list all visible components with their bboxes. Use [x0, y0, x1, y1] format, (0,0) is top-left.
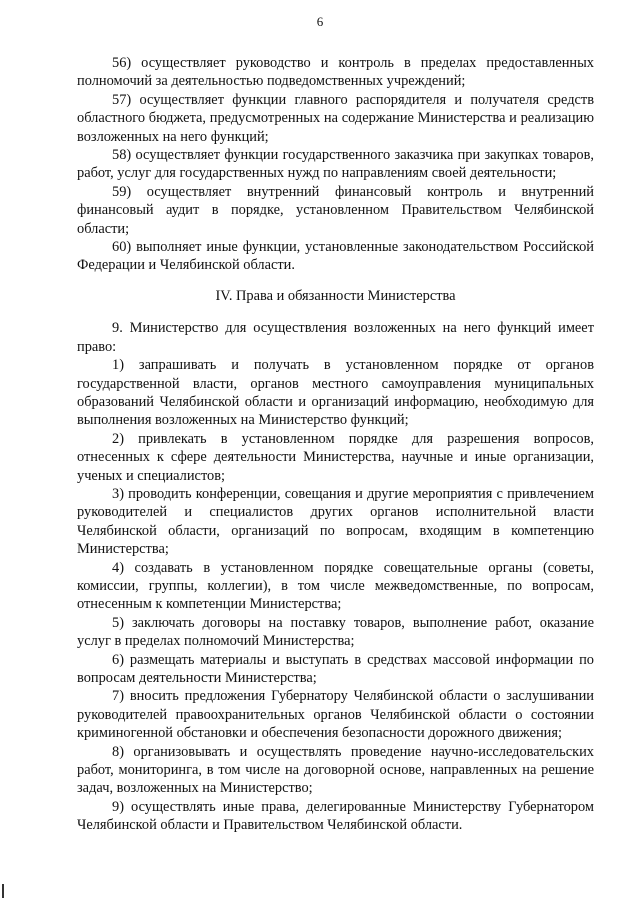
scan-edge-mark [2, 884, 4, 898]
rights-intro: 9. Министерство для осуществления возложенных на него функций имеет право: [77, 320, 594, 355]
right-item-5: 5) заключать договоры на поставку товаров, выполнение работ, оказание услуг в пределах полномочий Министерства; [77, 614, 594, 650]
right-item-4: 4) создавать в установленном порядке совещательные органы (советы, комиссии, группы, коллегии), в том числе межведомственные, по вопросам, отнесенным к компетенции Министерства; [77, 559, 594, 613]
right-item-8: 8) организовывать и осуществлять проведение научно-исследовательских работ, мониторинга, в том числе на договорной основе, направленных на решение задач, возложенных на Министерство; [77, 743, 594, 797]
document-body [77, 54, 594, 835]
right-item-2: 2) привлекать в установленном порядке для разрешения вопросов, отнесенных к сфере деятельности Министерства, научные и иные организации, ученых и специалистов; [77, 430, 594, 484]
right-item-7: 7) вносить предложения Губернатору Челябинской области о заслушивании руководителей правоохранительных органов Челябинской области о состоянии криминогенной обстановки и обеспечения безопасности дорожного движения; [77, 688, 594, 742]
right-item-3: 3) проводить конференции, совещания и другие мероприятия с привлечением руководителей и специалистов других органов исполнительной власти Челябинской области, организаций по вопросам, входящим в компетенцию Министерства; [77, 485, 594, 558]
right-item-9: 9) осуществлять иные права, делегированные Министерству Губернатором Челябинской области и Правительством Челябинской области. [77, 798, 594, 834]
list-item-57: 57) осуществляет функции главного распорядителя и получателя средств областного бюджета, предусмотренных на содержание Министерства и реализацию возложенных на него функций; [77, 91, 594, 145]
section-heading: IV. Права и обязанности Министерства [215, 287, 456, 304]
right-item-1: 1) запрашивать и получать в установленном порядке от органов государственной власти, органов местного самоуправления муниципальных образований Челябинской области и организаций информацию, необходимую для выполнения возложенных на Министерство функций; [77, 357, 594, 429]
list-item-56: 56) осуществляет руководство и контроль в пределах предоставленных полномочий за деятельностью подведомственных учреждений; [77, 55, 594, 90]
page-number: 6 [316, 14, 324, 29]
list-item-60: 60) выполняет иные функции, установленные законодательством Российской Федерации и Челябинской области. [77, 239, 594, 274]
right-item-6: 6) размещать материалы и выступать в средствах массовой информации по вопросам деятельности Министерства; [77, 651, 594, 686]
list-item-58: 58) осуществляет функции государственного заказчика при закупках товаров, работ, услуг для государственных нужд по направлениям своей деятельности; [77, 147, 594, 182]
list-item-59: 59) осуществляет внутренний финансовый контроль и внутренний финансовый аудит в порядке, установленном Правительством Челябинской области; [77, 183, 594, 237]
